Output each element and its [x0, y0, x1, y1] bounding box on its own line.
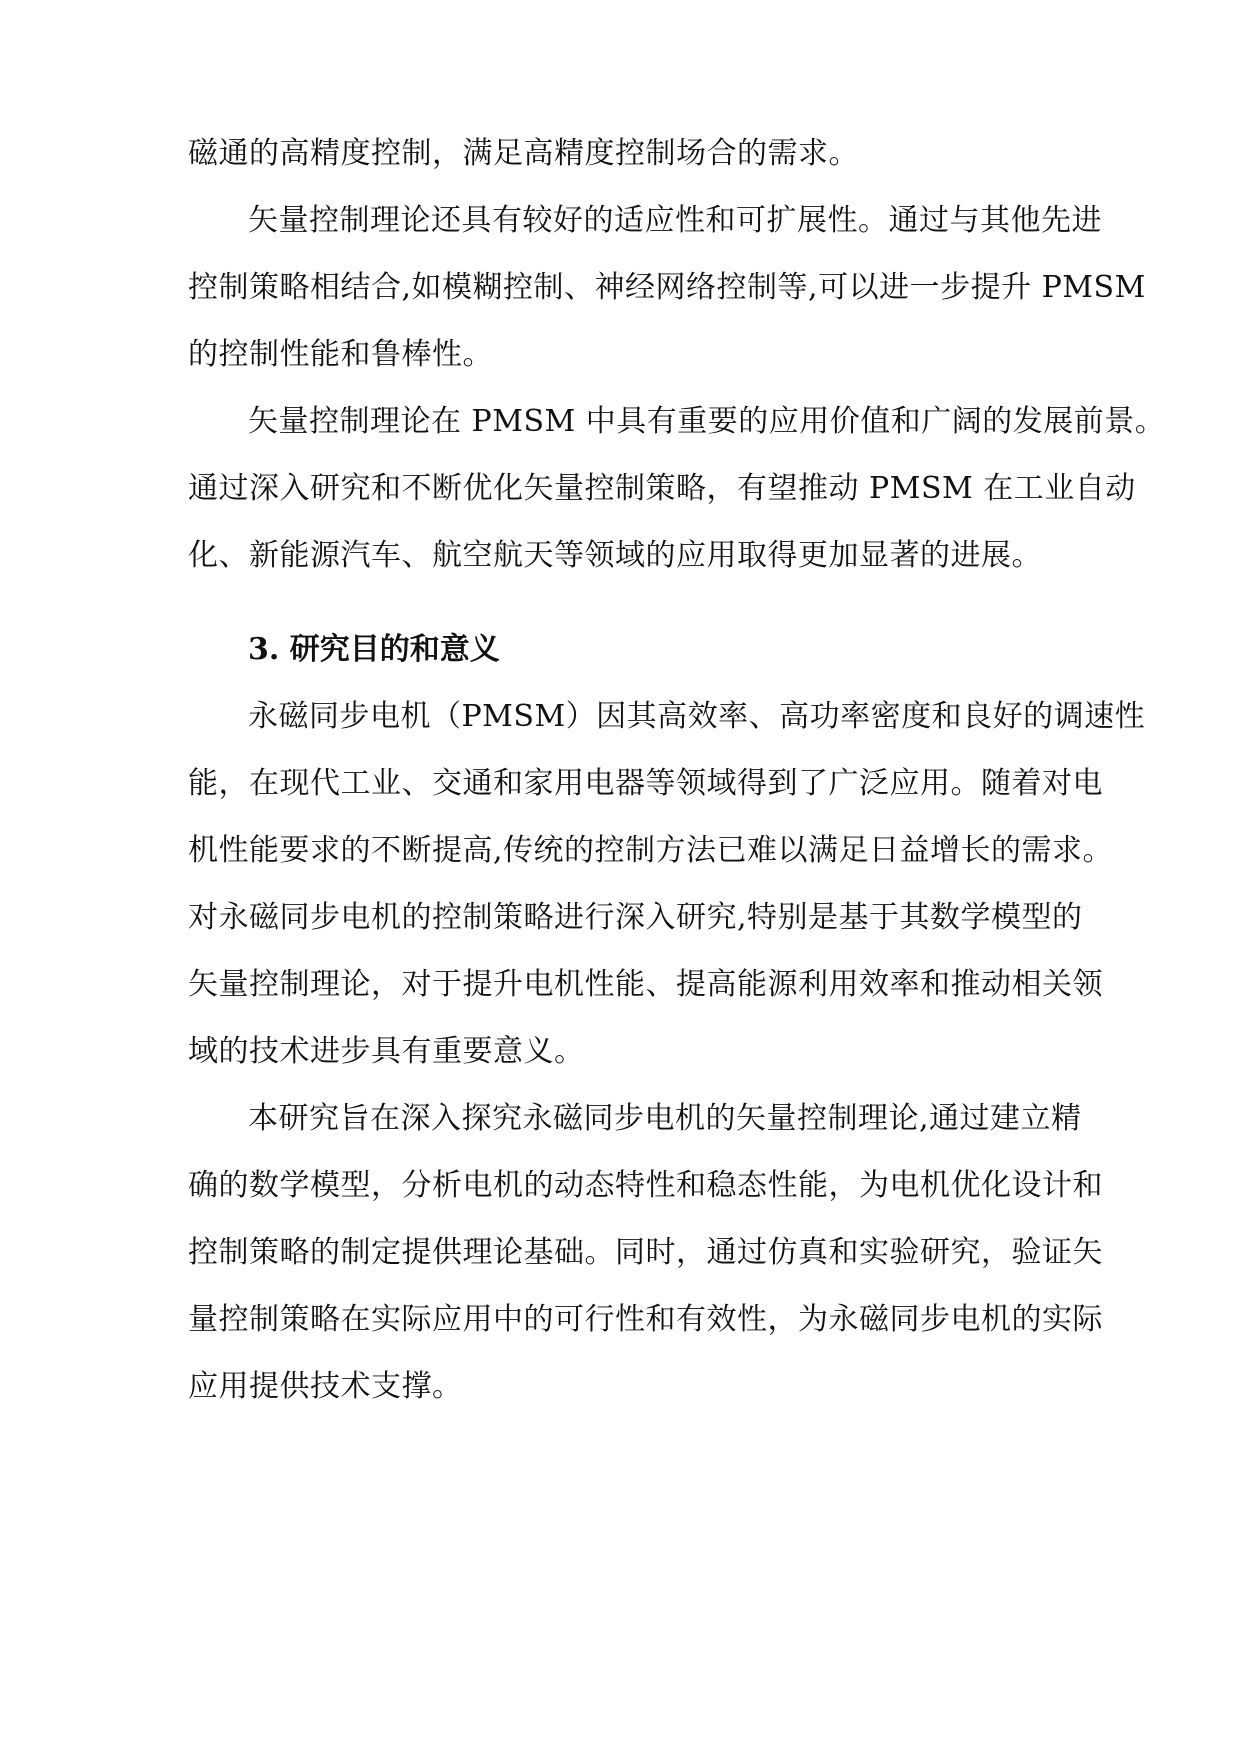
paragraph-line: 控制策略的制定提供理论基础。同时，通过仿真和实验研究，验证矢 — [188, 1235, 1103, 1270]
paragraph-line: 机性能要求的不断提高,传统的控制方法已难以满足日益增长的需求。 — [188, 833, 1114, 868]
section-heading: 3. 研究目的和意义 — [248, 632, 500, 667]
paragraph-line: 对永磁同步电机的控制策略进行深入研究,特别是基于其数学模型的 — [188, 900, 1083, 935]
paragraph-line: 矢量控制理论在 PMSM 中具有重要的应用价值和广阔的发展前景。 — [248, 404, 1166, 439]
paragraph-line: 能，在现代工业、交通和家用电器等领域得到了广泛应用。随着对电 — [188, 766, 1103, 801]
paragraph-line: 通过深入研究和不断优化矢量控制策略，有望推动 PMSM 在工业自动 — [188, 471, 1136, 506]
paragraph-line: 矢量控制理论还具有较好的适应性和可扩展性。通过与其他先进 — [248, 203, 1102, 238]
paragraph-line: 确的数学模型，分析电机的动态特性和稳态性能，为电机优化设计和 — [188, 1168, 1103, 1203]
paragraph-line: 量控制策略在实际应用中的可行性和有效性，为永磁同步电机的实际 — [188, 1302, 1103, 1337]
paragraph-line: 化、新能源汽车、航空航天等领域的应用取得更加显著的进展。 — [188, 538, 1042, 573]
paragraph-line: 本研究旨在深入探究永磁同步电机的矢量控制理论,通过建立精 — [248, 1101, 1082, 1136]
paragraph-line: 应用提供技术支撑。 — [188, 1369, 463, 1404]
paragraph-line: 控制策略相结合,如模糊控制、神经网络控制等,可以进一步提升 PMSM — [188, 270, 1146, 305]
paragraph-line: 域的技术进步具有重要意义。 — [188, 1034, 585, 1069]
paragraph-line: 永磁同步电机（PMSM）因其高效率、高功率密度和良好的调速性 — [248, 699, 1146, 734]
paragraph-line: 的控制性能和鲁棒性。 — [188, 337, 493, 372]
paragraph-line: 矢量控制理论，对于提升电机性能、提高能源利用效率和推动相关领 — [188, 967, 1103, 1002]
paragraph-line: 磁通的高精度控制，满足高精度控制场合的需求。 — [188, 136, 859, 171]
